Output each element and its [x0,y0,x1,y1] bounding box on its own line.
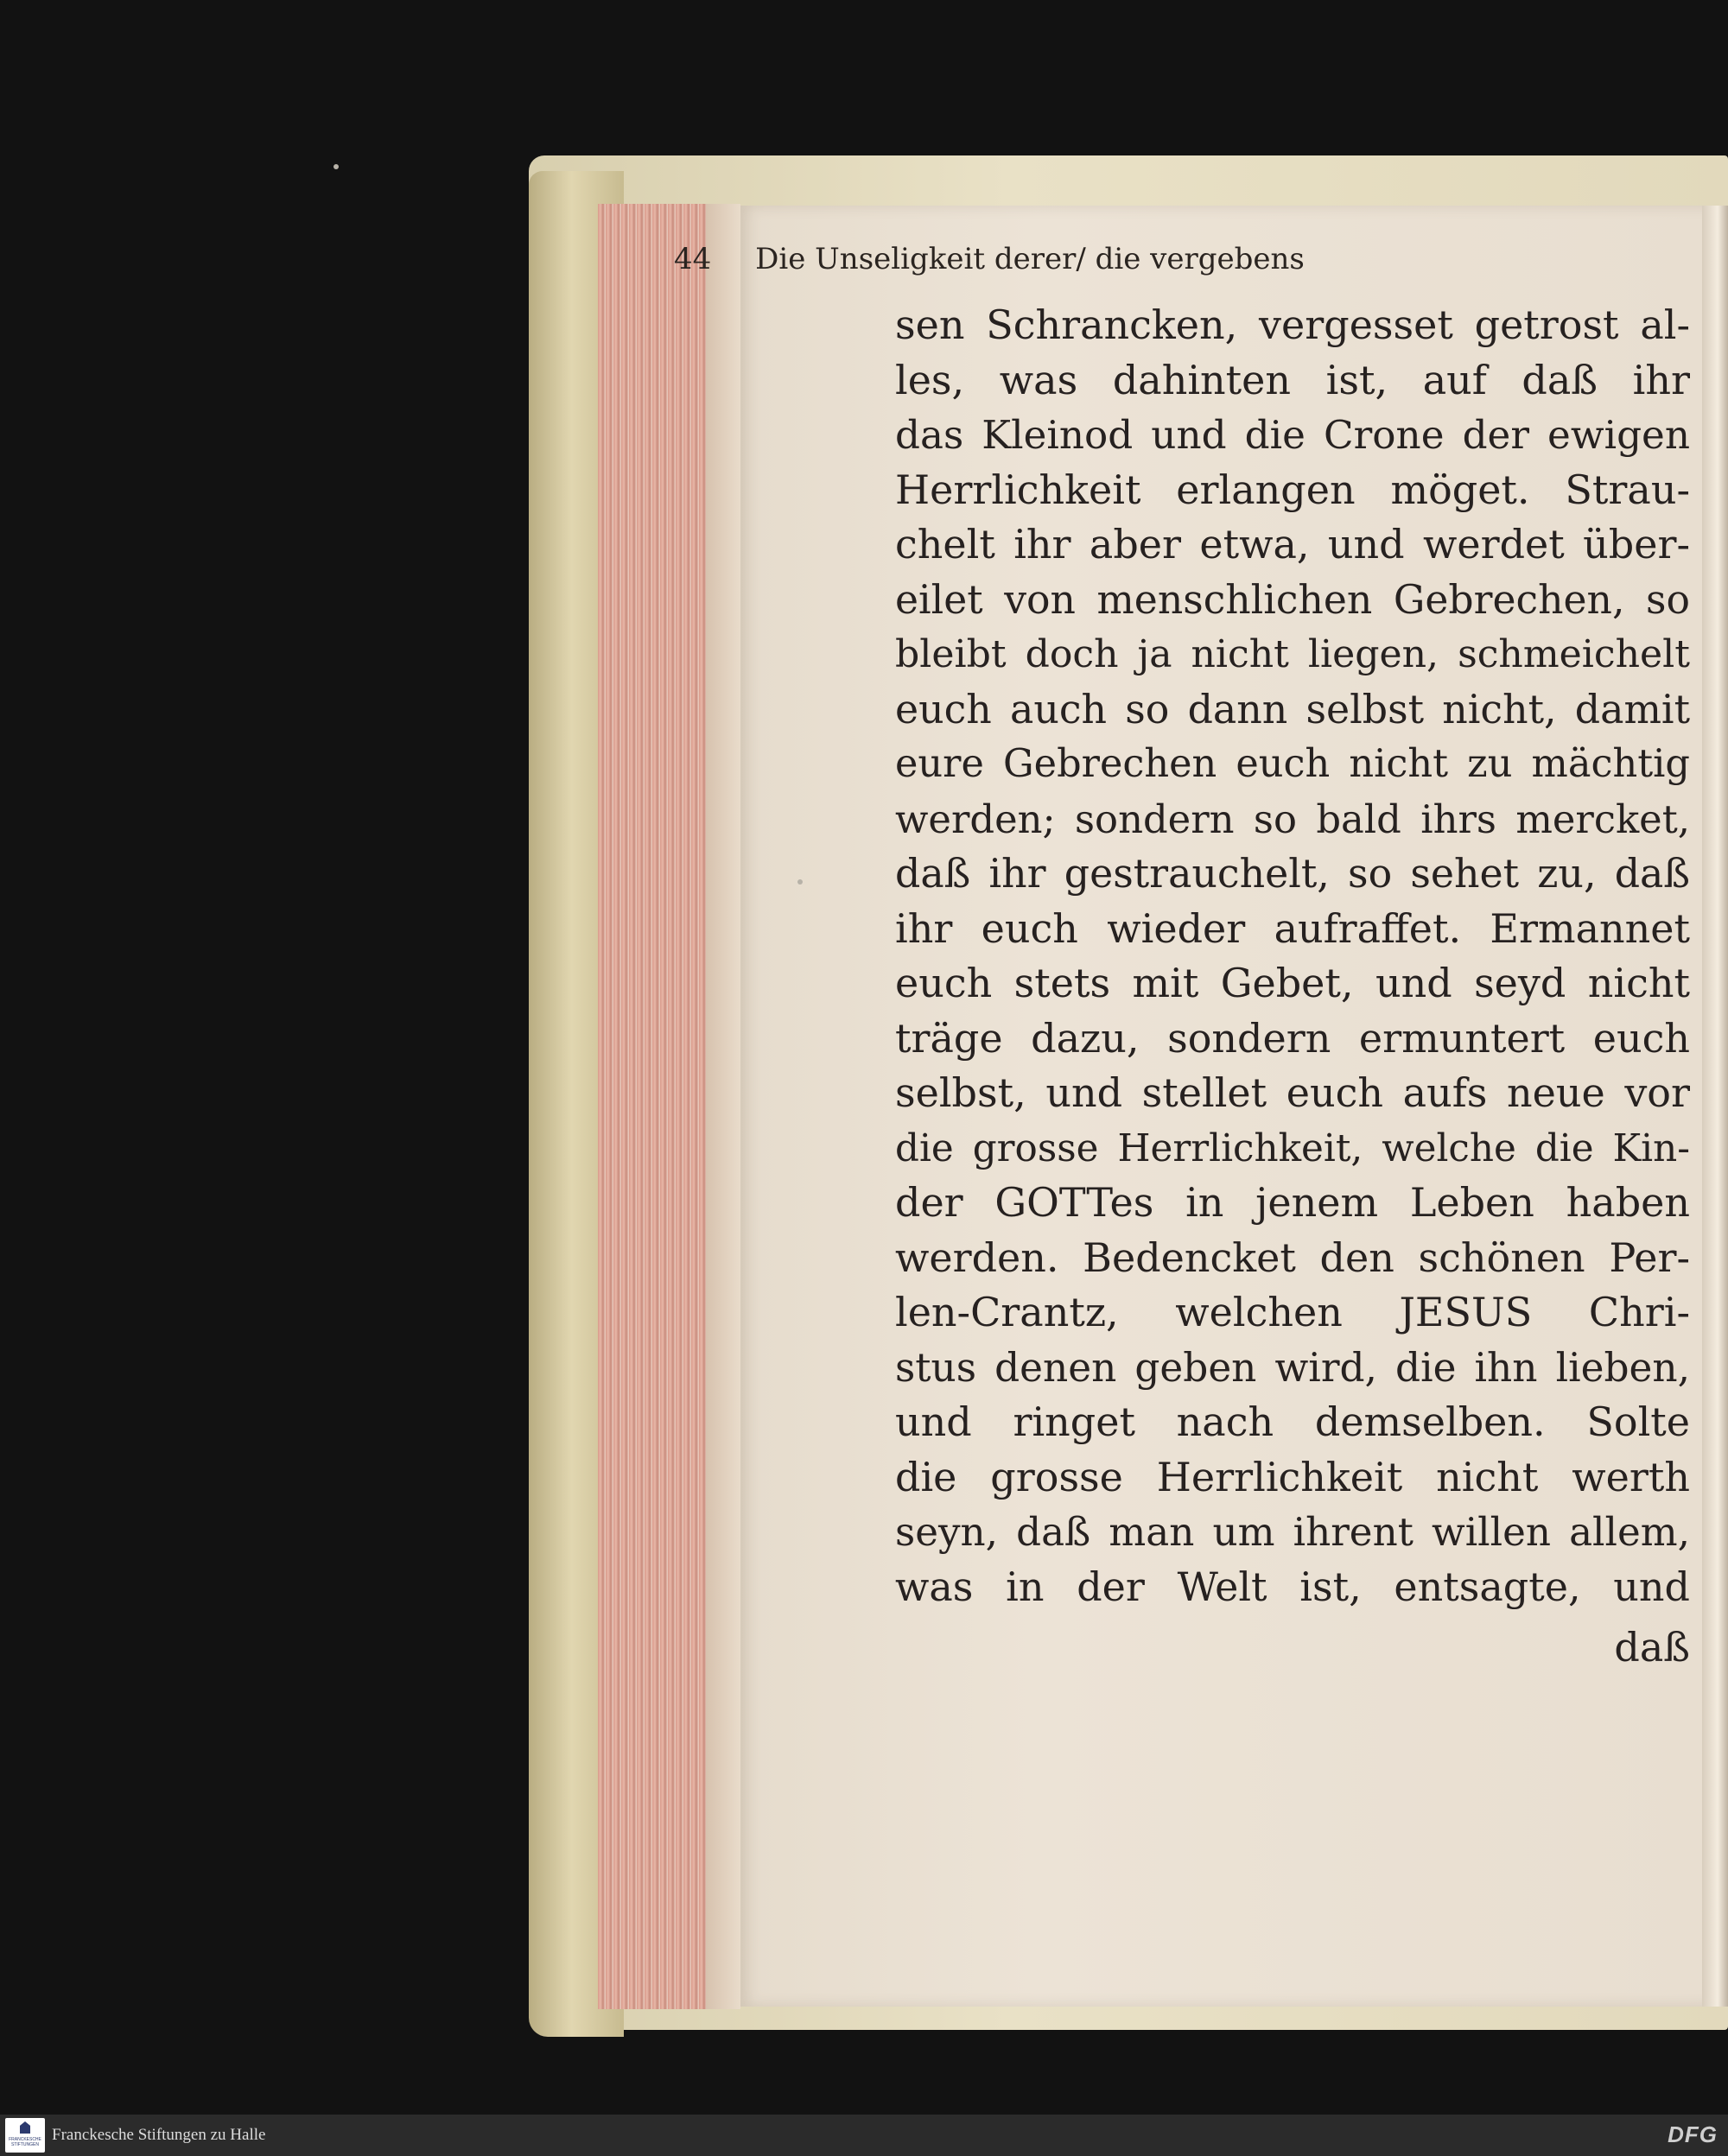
dust-speck [334,164,339,169]
logo-caption: FRANCKESCHE STIFTUNGEN [9,2137,41,2147]
viewer-footer [0,2115,1728,2156]
text-line: werden; sondern so bald ihrs mercket, [895,796,1690,842]
running-title: Die Unseligkeit derer/ die vergebens [755,242,1305,276]
text-line: eilet von menschlichen Gebrechen, so [895,576,1690,623]
dfg-badge: DFG [1668,2121,1718,2147]
text-line: eure Gebrechen euch nicht zu mächtig [895,741,1690,786]
text-line: Herrlichkeit erlangen möget. Strau- [895,466,1690,513]
building-icon [20,2121,30,2134]
page-gutter [706,204,740,2009]
institution-name: Franckesche Stiftungen zu Halle [52,2126,266,2144]
text-line: bleibt doch ja nicht liegen, schmeichelt [895,632,1690,676]
page-fold [1702,206,1728,2007]
text-line: seyn, daß man um ihrent willen allem, [895,1509,1690,1555]
text-line: les, was dahinten ist, auf daß ihr [895,356,1690,403]
text-line: ihr euch wieder aufraffet. Ermannet [895,904,1690,952]
text-line: der GOTTes in jenem Leben haben [895,1179,1690,1226]
text-line: die grosse Herrlichkeit nicht werth [895,1453,1690,1500]
text-line: chelt ihr aber etwa, und werdet über- [895,521,1690,568]
text-line: selbst, und stellet euch aufs neue vor [895,1069,1690,1116]
text-line: sen Schrancken, vergesset getrost al- [895,301,1690,348]
text-line: träge dazu, sondern ermuntert euch [895,1014,1690,1062]
text-line: was in der Welt ist, entsagte, und [895,1563,1690,1610]
page-number: 44 [674,242,712,276]
text-line: das Kleinod und die Crone der ewigen [895,412,1690,458]
text-line: werden. Bedencket den schönen Per- [895,1233,1690,1281]
dust-speck [797,879,803,885]
institution-logo[interactable] [5,2118,45,2153]
red-page-edges [598,204,719,2009]
text-line: stus denen geben wird, die ihn lieben, [895,1344,1690,1391]
text-line: und ringet nach demselben. Solte [895,1398,1690,1445]
text-line: euch stets mit Gebet, und seyd nicht [895,960,1690,1006]
text-line: die grosse Herrlichkeit, welche die Kin- [895,1126,1690,1170]
running-header [674,242,1693,294]
text-line: len-Crantz, welchen JESUS Chri- [895,1289,1690,1335]
body-text [895,298,1690,1614]
text-line: daß ihr gestrauchelt, so sehet zu, daß [895,850,1690,897]
text-line: euch auch so dann selbst nicht, damit [895,685,1690,732]
catchword: daß [1614,1624,1690,1671]
